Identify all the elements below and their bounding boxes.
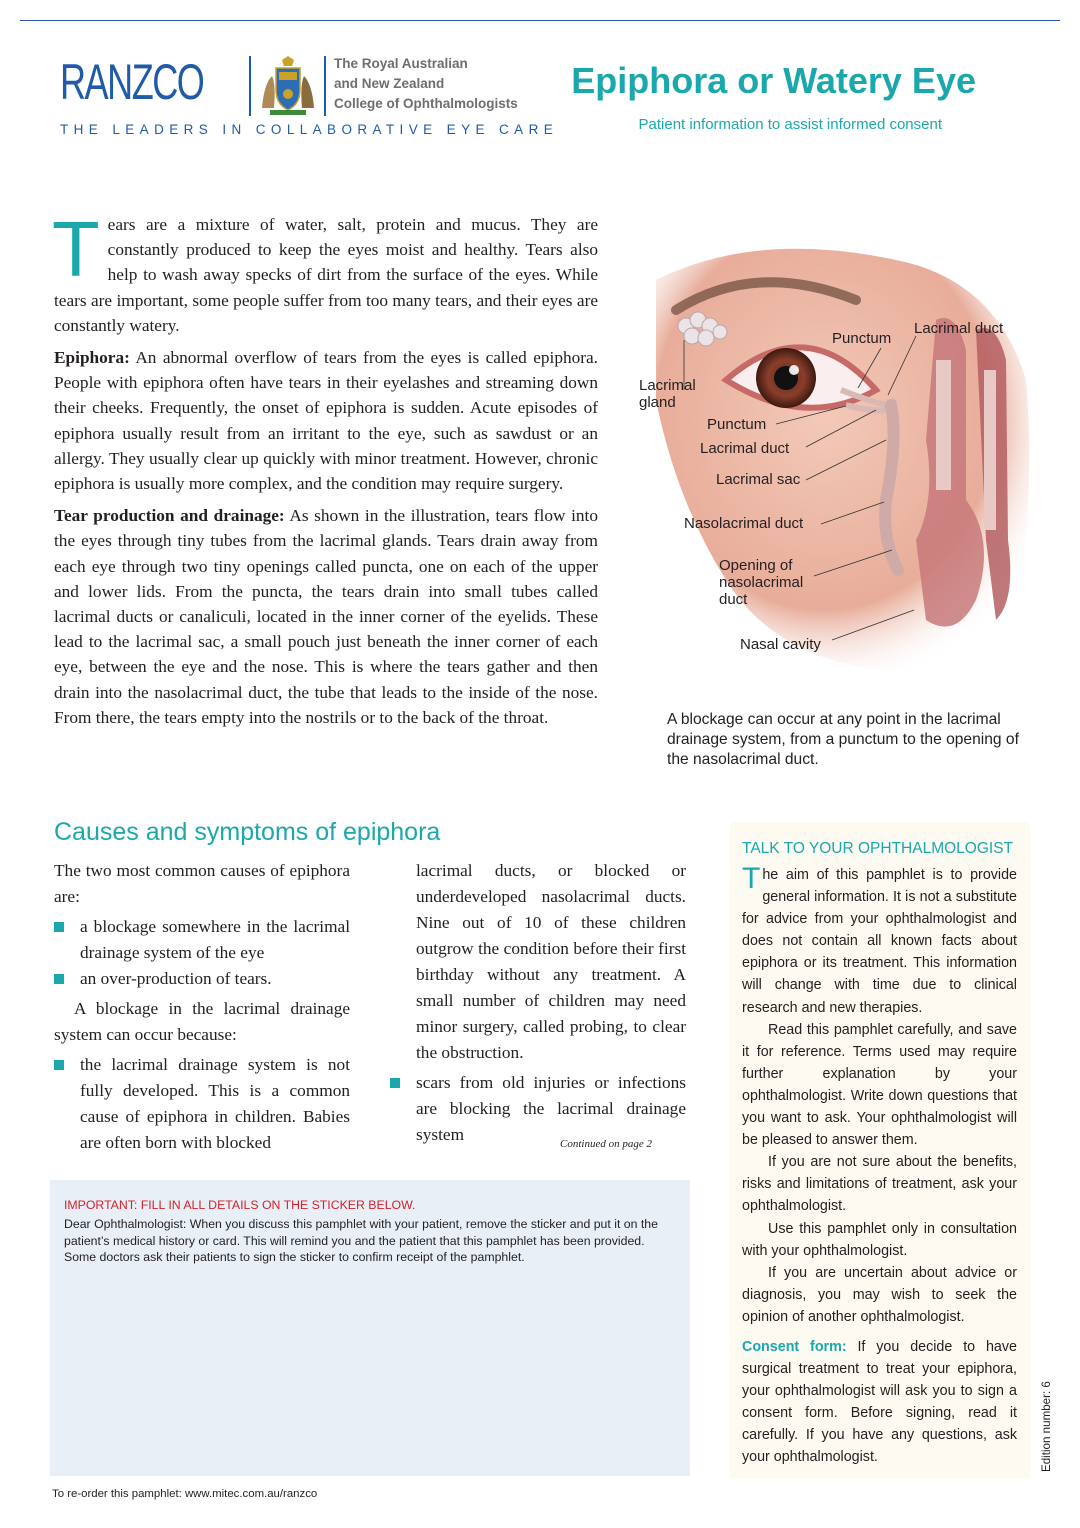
label-opening-of-duct: Opening of nasolacrimal duct — [719, 557, 804, 608]
list-item: an over-production of tears. — [54, 966, 350, 992]
sticker-instructions: Dear Ophthalmologist: When you discuss this pamphlet with your patient, remove the sticker and put it on the patient’s medical history or card. This will remind you and the patient that this pamphlet has been provided. Some doctors ask their patients to sign the sticker to confirm receipt of the pamphlet. — [64, 1217, 658, 1264]
label-lacrimal-duct-lower: Lacrimal duct — [700, 440, 790, 457]
causes-intro: The two most common causes of epiphora are: — [54, 861, 350, 906]
epiphora-paragraph — [54, 345, 598, 496]
causes-heading: Causes and symptoms of epiphora — [54, 818, 441, 846]
label-punctum-upper: Punctum — [832, 330, 892, 347]
sidebar-paragraph: If you are not sure about the benefits, risks and limitations of treatment, ask your ophthalmologist. — [742, 1154, 1017, 1215]
intro-paragraph-text: ears are a mixture of water, salt, protein and mucus. They are constantly produced to keep the eyes moist and healthy. Tears also help to wash away specks of dirt from the surface of the eyes. While tears are important, some people suffer from too many tears, and their eyes are constantly watery. — [54, 215, 598, 335]
page-title: Epiphora or Watery Eye — [571, 60, 976, 101]
intro-paragraph — [52, 205, 598, 338]
reorder-note: To re-order this pamphlet: www.mitec.com.au/ranzco — [52, 1488, 318, 1500]
sticker-box — [50, 1180, 690, 1476]
sidebar-body — [742, 864, 1017, 1469]
label-lacrimal-duct-upper: Lacrimal duct — [914, 320, 1004, 337]
causes-list — [54, 914, 350, 992]
anatomy-drawing — [636, 240, 1066, 680]
sidebar-heading: TALK TO YOUR OPHTHALMOLOGIST — [742, 840, 1014, 857]
logo-tagline: THE LEADERS IN COLLABORATIVE EYE CARE — [60, 122, 559, 137]
label-lacrimal-gland: Lacrimal gland — [639, 377, 696, 411]
sidebar-paragraph: If you are uncertain about advice or diagnosis, you may wish to seek the opinion of another ophthalmologist. — [742, 1264, 1017, 1325]
label-lacrimal-sac: Lacrimal sac — [716, 471, 801, 488]
blockage-list — [54, 1052, 350, 1156]
ranzco-logo — [60, 52, 559, 142]
org-line: The Royal Australian — [334, 56, 468, 71]
list-item: a blockage somewhere in the lacrimal drainage system of the eye — [54, 914, 350, 966]
consent-text: If you decide to have surgical treatment to treat your epiphora, your ophthalmologist will ask you to sign a consent form. Before signing, read it carefully. If you have any questions, ask your ophthalmologist. — [742, 1338, 1017, 1466]
label-punctum-lower: Punctum — [707, 416, 767, 433]
continued-text: lacrimal ducts, or blocked or underdeveloped nasolacrimal ducts. Nine out of 10 of these children outgrow the condition before their first birthday without any treatment. A small number of children may need minor surgery, called probing, to clear the obstruction. — [416, 861, 686, 1062]
figure-caption: A blockage can occur at any point in the lacrimal drainage system, from a punctum to the opening of the nasolacrimal duct. — [667, 711, 1019, 768]
consent-label: Consent form: — [742, 1338, 847, 1355]
lead-term: Tear production and drainage: — [54, 506, 285, 526]
paragraph-text: An abnormal overflow of tears from the eyes is called epiphora. People with epiphora often have tears in their eyelashes and streaming down their cheeks. Frequently, the onset of epiphora is sudden. Acute episodes of epiphora usually result from an irritant to the eye, such as sawdust or an allergy. They usually clear up quickly with minor treatment. However, chronic epiphora is usually more complex, and the condition may require surgery. — [54, 348, 598, 494]
logo-divider — [324, 56, 326, 116]
org-line: and New Zealand — [334, 76, 445, 91]
logo-divider — [249, 56, 251, 116]
consent-paragraph — [742, 1336, 1017, 1469]
organisation-name — [334, 54, 534, 114]
list-item: scars from old injuries or infections are blocking the lacrimal drainage system — [390, 1070, 686, 1148]
continued-note: Continued on page 2 — [560, 1138, 652, 1150]
label-nasolacrimal-duct: Nasolacrimal duct — [684, 515, 804, 532]
sticker-title: IMPORTANT: FILL IN ALL DETAILS ON THE STICKER BELOW. — [64, 1198, 416, 1212]
sidebar-paragraph: Read this pamphlet carefully, and save it for reference. Terms used may require further explanation by your ophthalmologist. Write down questions that you want to ask. Your ophthalmologist will be pleased to answer them. — [742, 1021, 1017, 1149]
label-nasal-cavity: Nasal cavity — [740, 636, 821, 653]
drop-cap: T — [742, 862, 761, 895]
ranzco-crest-icon — [256, 54, 320, 118]
lead-term: Epiphora: — [54, 348, 130, 368]
talk-to-ophthalmologist-sidebar — [730, 822, 1030, 1478]
page-subtitle: Patient information to assist informed consent — [638, 116, 942, 133]
sidebar-paragraph-text: he aim of this pamphlet is to provide general information. It is not a substitute for advice from your ophthalmologist and does not contain all known facts about epiphora or its treatment. This information will change with time due to clinical research and new therapies. — [742, 867, 1017, 1016]
drainage-paragraph — [54, 503, 598, 730]
drop-cap: T — [52, 205, 100, 293]
lacrimal-anatomy-illustration — [636, 240, 1066, 680]
paragraph-text: As shown in the illustration, tears flow into the eyes through tiny tubes from the lacrimal glands. Tears drain away from each eye through two tiny openings called puncta, one on each of the upper and lower lids. From the puncta, the tears drain into small tubes called lacrimal ducts or canaliculi, located in the inner corner of the eyelids. These lead to the lacrimal sac, a small pouch just beneath the inner corner of each eye, between the eye and the nose. This is where the tears gather and then drain into the nasolacrimal duct, the tube that leads to the inside of the nose. From there, the tears empty into the nostrils or to the back of the throat. — [54, 506, 598, 727]
blockage-list — [390, 1070, 686, 1148]
org-line: College of Ophthalmologists — [334, 96, 518, 111]
list-item: the lacrimal drainage system is not fully developed. This is a common cause of epiphora in children. Babies are often born with blocked — [54, 1052, 350, 1156]
sidebar-paragraph: Use this pamphlet only in consultation with your ophthalmologist. — [742, 1220, 1017, 1259]
sidebar-paragraph — [742, 864, 1017, 1019]
logo-wordmark: RANZCO — [60, 54, 204, 110]
edition-number: Edition number: 6 — [1040, 1381, 1053, 1472]
blockage-paragraph: A blockage in the lacrimal drainage system can occur because: — [54, 999, 350, 1044]
causes-column-1 — [54, 858, 350, 1160]
top-rule — [20, 20, 1060, 21]
causes-column-2 — [390, 858, 686, 1152]
intro-text — [52, 205, 598, 737]
